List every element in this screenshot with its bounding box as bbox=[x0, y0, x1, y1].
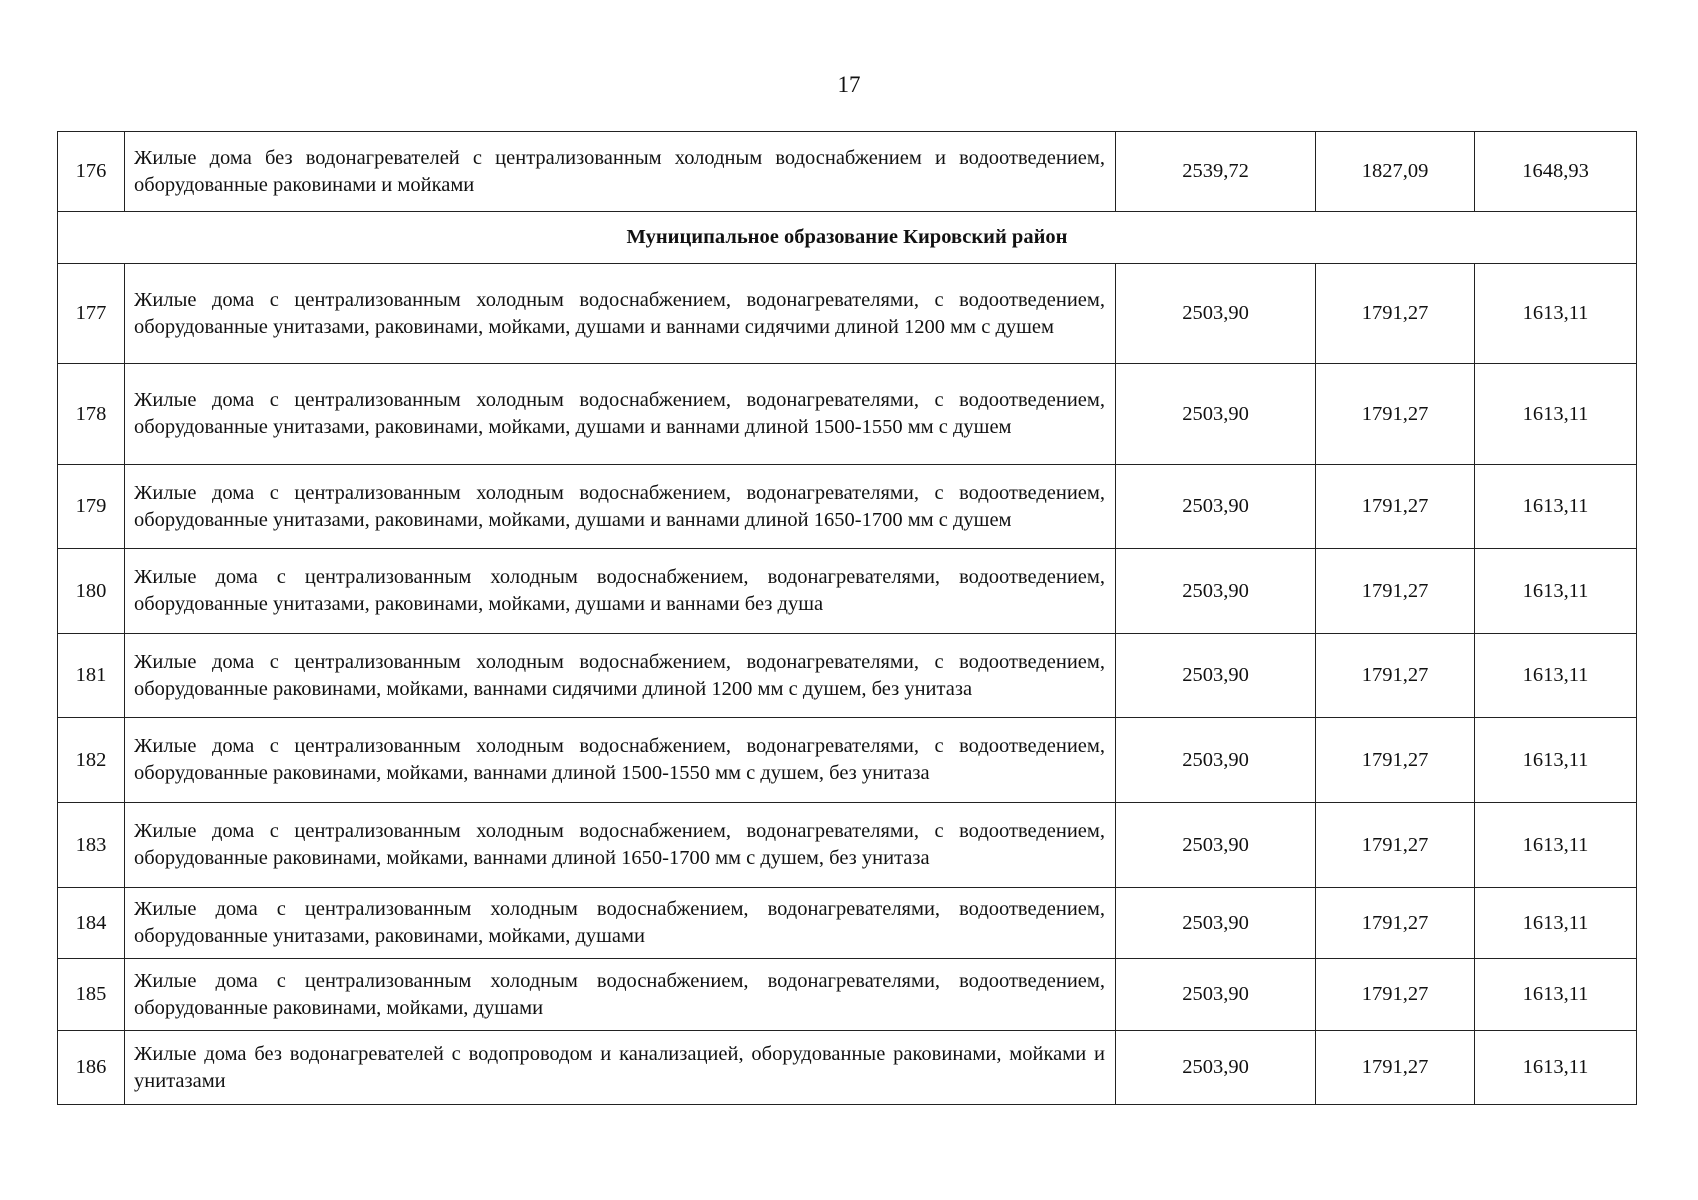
row-value-1: 2503,90 bbox=[1116, 465, 1316, 549]
table-row bbox=[58, 1031, 1637, 1105]
row-number: 179 bbox=[58, 465, 125, 549]
row-value-3: 1613,11 bbox=[1475, 888, 1637, 959]
table-row bbox=[58, 888, 1637, 959]
table-row bbox=[58, 803, 1637, 888]
row-value-3: 1613,11 bbox=[1475, 803, 1637, 888]
row-number: 185 bbox=[58, 959, 125, 1031]
row-value-2: 1791,27 bbox=[1316, 549, 1475, 634]
row-value-2: 1791,27 bbox=[1316, 634, 1475, 718]
table-row bbox=[58, 132, 1637, 212]
section-header-row bbox=[58, 212, 1637, 264]
row-number: 178 bbox=[58, 364, 125, 465]
row-value-2: 1791,27 bbox=[1316, 465, 1475, 549]
row-value-3: 1613,11 bbox=[1475, 465, 1637, 549]
table-row bbox=[58, 634, 1637, 718]
row-value-3: 1613,11 bbox=[1475, 549, 1637, 634]
row-value-2: 1791,27 bbox=[1316, 888, 1475, 959]
row-description: Жилые дома с централизованным холодным водоснабжением, водонагревателями, водоотведением, оборудованные раковинами, мойками, душами bbox=[125, 959, 1116, 1031]
row-number: 184 bbox=[58, 888, 125, 959]
row-description: Жилые дома без водонагревателей с водопроводом и канализацией, оборудованные раковинами, мойками и унитазами bbox=[125, 1031, 1116, 1105]
row-number: 176 bbox=[58, 132, 125, 212]
table-row bbox=[58, 549, 1637, 634]
row-description: Жилые дома с централизованным холодным водоснабжением, водонагревателями, с водоотведением, оборудованные унитазами, раковинами, мойками, душами и ваннами длиной 1650-1700 мм с душем bbox=[125, 465, 1116, 549]
row-value-2: 1791,27 bbox=[1316, 959, 1475, 1031]
row-value-1: 2503,90 bbox=[1116, 888, 1316, 959]
row-value-3: 1613,11 bbox=[1475, 718, 1637, 803]
row-value-3: 1613,11 bbox=[1475, 364, 1637, 465]
tariff-table bbox=[57, 131, 1637, 1105]
row-description: Жилые дома с централизованным холодным водоснабжением, водонагревателями, с водоотведением, оборудованные раковинами, мойками, ваннами длиной 1650-1700 мм с душем, без унитаза bbox=[125, 803, 1116, 888]
row-value-2: 1791,27 bbox=[1316, 264, 1475, 364]
table-row bbox=[58, 364, 1637, 465]
row-value-1: 2503,90 bbox=[1116, 959, 1316, 1031]
row-value-2: 1791,27 bbox=[1316, 803, 1475, 888]
row-number: 177 bbox=[58, 264, 125, 364]
row-value-3: 1613,11 bbox=[1475, 1031, 1637, 1105]
row-value-1: 2539,72 bbox=[1116, 132, 1316, 212]
table-row bbox=[58, 718, 1637, 803]
table-row bbox=[58, 465, 1637, 549]
row-value-2: 1791,27 bbox=[1316, 1031, 1475, 1105]
row-value-2: 1791,27 bbox=[1316, 718, 1475, 803]
section-title: Муниципальное образование Кировский район bbox=[58, 212, 1637, 264]
row-description: Жилые дома с централизованным холодным водоснабжением, водонагревателями, с водоотведением, оборудованные раковинами, мойками, ваннами сидячими длиной 1200 мм с душем, без унитаза bbox=[125, 634, 1116, 718]
row-number: 182 bbox=[58, 718, 125, 803]
row-value-1: 2503,90 bbox=[1116, 549, 1316, 634]
page-number: 17 bbox=[837, 72, 861, 97]
row-value-1: 2503,90 bbox=[1116, 364, 1316, 465]
row-value-2: 1827,09 bbox=[1316, 132, 1475, 212]
table-row bbox=[58, 959, 1637, 1031]
row-value-1: 2503,90 bbox=[1116, 718, 1316, 803]
row-description: Жилые дома с централизованным холодным водоснабжением, водонагревателями, с водоотведением, оборудованные раковинами, мойками, ваннами длиной 1500-1550 мм с душем, без унитаза bbox=[125, 718, 1116, 803]
tariff-table-body bbox=[58, 132, 1637, 1105]
row-value-3: 1613,11 bbox=[1475, 634, 1637, 718]
row-number: 181 bbox=[58, 634, 125, 718]
row-value-1: 2503,90 bbox=[1116, 634, 1316, 718]
row-description: Жилые дома с централизованным холодным водоснабжением, водонагревателями, с водоотведением, оборудованные унитазами, раковинами, мойками, душами и ваннами сидячими длиной 1200 мм с душем bbox=[125, 264, 1116, 364]
row-value-2: 1791,27 bbox=[1316, 364, 1475, 465]
table-row bbox=[58, 264, 1637, 364]
row-value-1: 2503,90 bbox=[1116, 803, 1316, 888]
row-number: 180 bbox=[58, 549, 125, 634]
row-description: Жилые дома с централизованным холодным водоснабжением, водонагревателями, с водоотведением, оборудованные унитазами, раковинами, мойками, душами и ваннами длиной 1500-1550 мм с душем bbox=[125, 364, 1116, 465]
row-description: Жилые дома без водонагревателей с централизованным холодным водоснабжением и водоотведением, оборудованные раковинами и мойками bbox=[125, 132, 1116, 212]
row-value-1: 2503,90 bbox=[1116, 264, 1316, 364]
row-number: 183 bbox=[58, 803, 125, 888]
row-number: 186 bbox=[58, 1031, 125, 1105]
row-value-3: 1648,93 bbox=[1475, 132, 1637, 212]
row-value-3: 1613,11 bbox=[1475, 959, 1637, 1031]
row-value-3: 1613,11 bbox=[1475, 264, 1637, 364]
row-description: Жилые дома с централизованным холодным водоснабжением, водонагревателями, водоотведением, оборудованные унитазами, раковинами, мойками, душами bbox=[125, 888, 1116, 959]
row-value-1: 2503,90 bbox=[1116, 1031, 1316, 1105]
row-description: Жилые дома с централизованным холодным водоснабжением, водонагревателями, водоотведением, оборудованные унитазами, раковинами, мойками, душами и ваннами без душа bbox=[125, 549, 1116, 634]
